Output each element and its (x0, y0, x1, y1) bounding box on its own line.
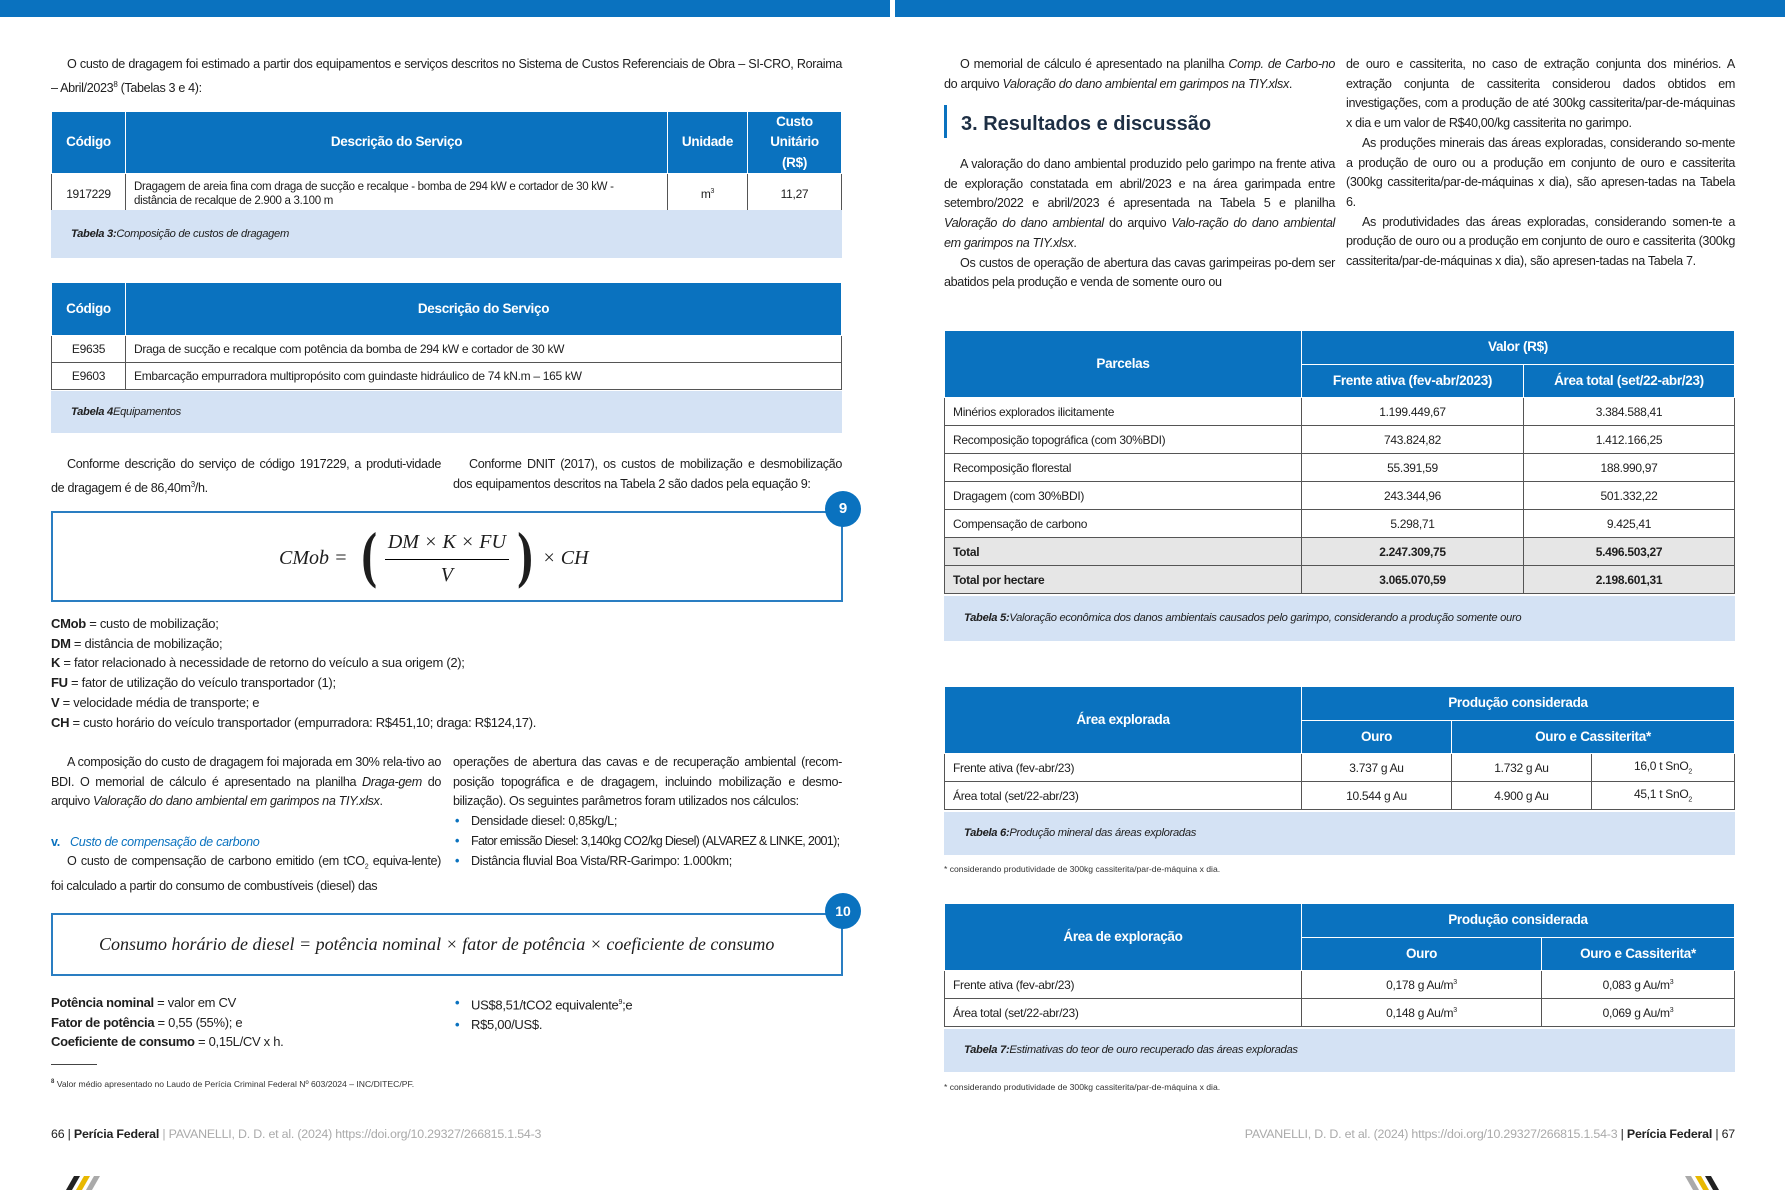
table-row: Frente ativa (fev-abr/23) 3.737 g Au 1.732 g Au 16,0 t SnO$_2$ (945, 754, 1735, 782)
memorial-paragraph: O memorial de cálculo é apresentado na planilha Comp. de Carbo-no do arquivo Valoração do dano ambiental em garimpos na TIY.xlsx. (944, 57, 1335, 91)
cell-code: E9603 (52, 363, 126, 390)
table-row: Minérios explorados ilicitamente 1.199.449,67 3.384.588,41 (945, 398, 1735, 426)
subsection-v: v. Custo de compensação de carbono (51, 835, 260, 849)
bdi-paragraph: A composição do custo de dragagem foi majorada em 30% rela-tivo ao BDI. O memorial de cálculo é apresentado na planilha Draga-gem do arquivo Valoração do dano ambiental em garimpos na TIY.xlsx. (51, 755, 442, 809)
equation-10-definitions (51, 993, 441, 1052)
carbon-paragraph: O custo de compensação de carbono emitido (em tCO$_2$ equiva-lente) foi calculado a partir do consumo de combustíveis (diesel) das (51, 854, 441, 894)
eq9-open-paren: ( (359, 521, 377, 594)
table-7-note: * considerando produtividade de 300kg cassiterita/par-de-máquina x dia. (944, 1082, 1221, 1092)
def-line: K = fator relacionado à necessidade de retorno do veículo a sua origem (2); (51, 655, 465, 671)
col-valor: Valor (R$) (1302, 331, 1735, 365)
col-descricao: Descrição do Serviço (126, 283, 842, 336)
def-line: DM = distância de mobilização; (51, 635, 223, 651)
cell-cost: 11,27 (748, 173, 842, 215)
def-line: CMob = custo de mobilização; (51, 616, 219, 631)
def-line: V = velocidade média de transporte; e (51, 694, 260, 710)
table-row: Recomposição florestal 55.391,59 188.990,97 (945, 454, 1735, 482)
def-line: FU = fator de utilização do veículo transportador (1); (51, 675, 336, 691)
col-descricao: Descrição do Serviço (126, 112, 668, 174)
col-unidade: Unidade (668, 112, 748, 174)
equation-9-definitions (51, 614, 842, 732)
journal-name: Perícia Federal (1626, 1127, 1713, 1141)
equation-10-number: 10 (825, 893, 861, 929)
top-bar-right (895, 0, 1785, 17)
page-number: 67 (1721, 1127, 1735, 1141)
table-3-caption: Tabela 3: Composição de custos de dragagem (51, 210, 842, 258)
top-bar-left (0, 0, 890, 17)
parameters-list (453, 812, 842, 871)
section-heading: 3. Resultados e discussão (961, 113, 1212, 135)
footer-left: 66 | Perícia Federal | PAVANELLI, D. D. et al. (2024) https://doi.org/10.29327/266815.1.54-3 (51, 1127, 542, 1141)
table-row: Área total (set/22-abr/23) 10.544 g Au 4.900 g Au 45,1 t SnO$_2$ (945, 782, 1735, 810)
list-item: • Distância fluvial Boa Vista/RR-Garimpo: 1.000km; (453, 852, 842, 872)
decorative-stripes-left (60, 1176, 110, 1190)
equation-9-number: 9 (825, 491, 861, 527)
eq9-close-paren: ) (516, 521, 535, 594)
col-codigo: Código (52, 283, 126, 336)
list-item: • Fator emissão Diesel: 3,140kg CO2/kg Diesel) (ALVAREZ & LINKE, 2001); (453, 832, 842, 852)
table-6-caption: Tabela 6: Produção mineral das áreas exploradas (944, 812, 1735, 855)
list-item: • US$8,51/tCO2 equivalente$^9$;e (453, 993, 842, 1015)
footnote-8: $^8$ Valor médio apresentado no Laudo de Perícia Criminal Federal Nº 603/2024 – INC/DITEC/PF. (51, 1079, 415, 1089)
cell-desc: Dragagem de areia fina com draga de sucção e recalque - bomba de 294 kW e cortador de 30 kW - distância de recalque de 2.900 a 3.100 m (126, 173, 668, 215)
table-row: Dragagem (com 30%BDI) 243.344,96 501.332,22 (945, 482, 1735, 510)
eq9-lhs: CMob = (279, 547, 348, 569)
footer-right: PAVANELLI, D. D. et al. (2024) https://doi.org/10.29327/266815.1.54-3 | Perícia Federal | 67 (1244, 1127, 1735, 1141)
col-custo: Custo Unitário (R$) (748, 112, 842, 174)
col-parcelas: Parcelas (945, 331, 1302, 398)
table-6 (944, 686, 1735, 810)
productivity-paragraph: Conforme descrição do serviço de código 1917229, a produti-vidade de dragagem é de $86,40m^3/h$. (51, 457, 441, 495)
table-row: Frente ativa (fev-abr/23) 0,178 g $Au/m^3$ 0,083 g $Au/m^3$ (945, 971, 1735, 999)
col-area-exploracao: Área de exploração (945, 904, 1302, 971)
col-area-explorada: Área explorada (945, 687, 1302, 754)
conversion-list (453, 993, 842, 1035)
right-column-text: de ouro e cassiterita, no caso de extração conjunta dos minérios. A extração conjunta de cassiterita considerou dados obtidos em investigações, com a produção de até 300kg cassiterita/par-de-máquinas x dia e um valor de R$40,00/kg cassiterita no garimpo. As produções minerais das áreas exploradas, considerando so-mente a produção de ouro ou a produção em conjunto de ouro e cassiterita (300kg cassiterita/par-de-máquinas x dia), são apresen-tadas na Tabela 6. As produtividades das áreas exploradas, considerando somen-te a produção de ouro ou a produção em conjunto de ouro e cassiterita (300kg cassiterita/par-de-máquinas x dia), são apresen-tadas na Tabela 7. (1346, 57, 1735, 269)
results-paragraph: A valoração do dano ambiental produzido pelo garimpo na frente ativa de exploração constatada em abril/2023 e na área garimpada entre setembro/2022 e abril/2023 é apresentada na Tabela 5 e planilha Valoração do dano ambiental do arquivo Valo-ração do dano ambiental em garimpos na TIY.xlsx. Os custos de operação de abertura das cavas garimpeiras po-dem ser abatidos pela produção e venda de somente ouro ou (944, 157, 1336, 290)
decorative-stripes-right (1675, 1176, 1725, 1190)
table-row: Compensação de carbono 5.298,71 9.425,41 (945, 510, 1735, 538)
def-line: Coeficiente de consumo = 0,15L/CV x h. (51, 1034, 284, 1050)
eq9-numerator: DM × K × FU (385, 527, 509, 560)
col-frente: Frente ativa (fev-abr/2023) (1302, 365, 1524, 398)
col-ouro: Ouro (1302, 721, 1452, 754)
journal-name: Perícia Federal (73, 1127, 160, 1141)
eq10-content: Consumo horário de diesel = potência nominal × fator de potência × coeficiente de consumo (99, 934, 775, 954)
col-producao: Produção considerada (1302, 687, 1735, 721)
table-4-caption: Tabela 4 Equipamentos (51, 391, 842, 433)
heading-rule (944, 105, 947, 138)
operations-paragraph: operações de abertura das cavas e de recuperação ambiental (recom-posição topográfica e de dragagem, incluindo mobilização e desmo-bilização). Os seguintes parâmetros foram utilizados nos cálculos: • Densidade diesel: 0,85kg/L; • Fator emissão Diesel: 3,140kg CO2/kg Diesel) (ALVAREZ & LINKE, 2001); • Distância fluvial Boa Vista/RR-Garimpo: 1.000km; (453, 753, 842, 871)
total-row: Total 2.247.309,75 5.496.503,27 (945, 538, 1735, 566)
table-3 (51, 111, 842, 216)
cell-code: 1917229 (52, 173, 126, 215)
cell-desc: Embarcação empurradora multipropósito com guindaste hidráulico de 74 kN.m – 165 kW (126, 363, 842, 390)
def-line: CH = custo horário do veículo transportador (empurradora: R$451,10; draga: R$124,17). (51, 714, 537, 730)
table-4 (51, 282, 842, 390)
col-ouro-cassiterita: Ouro e Cassiterita* (1452, 721, 1735, 754)
eq9-denominator: V (440, 563, 453, 586)
list-item: • Densidade diesel: 0,85kg/L; (453, 812, 842, 832)
col-ouro-cassiterita: Ouro e Cassiterita* (1542, 938, 1735, 971)
def-line: Potência nominal = valor em CV (51, 995, 236, 1010)
total-per-hectare-row: Total por hectare 3.065.070,59 2.198.601,31 (945, 566, 1735, 594)
eq9-content (279, 521, 589, 594)
cell-unit: $m^3$ (668, 173, 748, 215)
table-5-caption: Tabela 5: Valoração econômica dos danos ambientais causados pelo garimpo, considerando a produção somente ouro (944, 596, 1735, 641)
dnit-paragraph: Conforme DNIT (2017), os custos de mobilização e desmobilização dos equipamentos descritos na Tabela 2 são dados pela equação 9: (453, 457, 842, 491)
citation: PAVANELLI, D. D. et al. (2024) https://doi.org/10.29327/266815.1.54-3 (168, 1127, 542, 1141)
col-codigo: Código (52, 112, 126, 174)
table-row: Área total (set/22-abr/23) 0,148 g $Au/m^3$ 0,069 g $Au/m^3$ (945, 999, 1735, 1027)
equation-9-box (51, 511, 843, 602)
table-7 (944, 903, 1735, 1027)
cell-desc: Draga de sucção e recalque com potência da bomba de 294 kW e cortador de 30 kW (126, 336, 842, 363)
conversion-list-wrap (453, 993, 842, 1035)
table-row: Recomposição topográfica (com 30%BDI) 743.824,82 1.412.166,25 (945, 426, 1735, 454)
col-area: Área total (set/22-abr/23) (1524, 365, 1735, 398)
equation-10-box (51, 913, 843, 976)
eq9-rhs: × CH (542, 547, 589, 569)
table-7-caption: Tabela 7: Estimativas do teor de ouro recuperado das áreas exploradas (944, 1029, 1735, 1072)
def-line: Fator de potência = 0,55 (55%); e (51, 1014, 243, 1030)
list-item: • R$5,00/US$. (453, 1015, 842, 1035)
intro-paragraph: O custo de dragagem foi estimado a partir dos equipamentos e serviços descritos no Sistema de Custos Referenciais de Obra – SI-CRO, Roraima – Abril/2023$^8$ (Tabelas 3 e 4): (51, 57, 842, 95)
col-ouro: Ouro (1302, 938, 1542, 971)
table-6-note: * considerando produtividade de 300kg cassiterita/par-de-máquina x dia. (944, 864, 1221, 874)
citation: PAVANELLI, D. D. et al. (2024) https://doi.org/10.29327/266815.1.54-3 (1244, 1127, 1618, 1141)
col-producao: Produção considerada (1302, 904, 1735, 938)
page-number: 66 (51, 1127, 65, 1141)
cell-code: E9635 (52, 336, 126, 363)
footnote-divider (51, 1064, 97, 1065)
table-5 (944, 330, 1735, 594)
eq9-fraction (385, 527, 509, 590)
